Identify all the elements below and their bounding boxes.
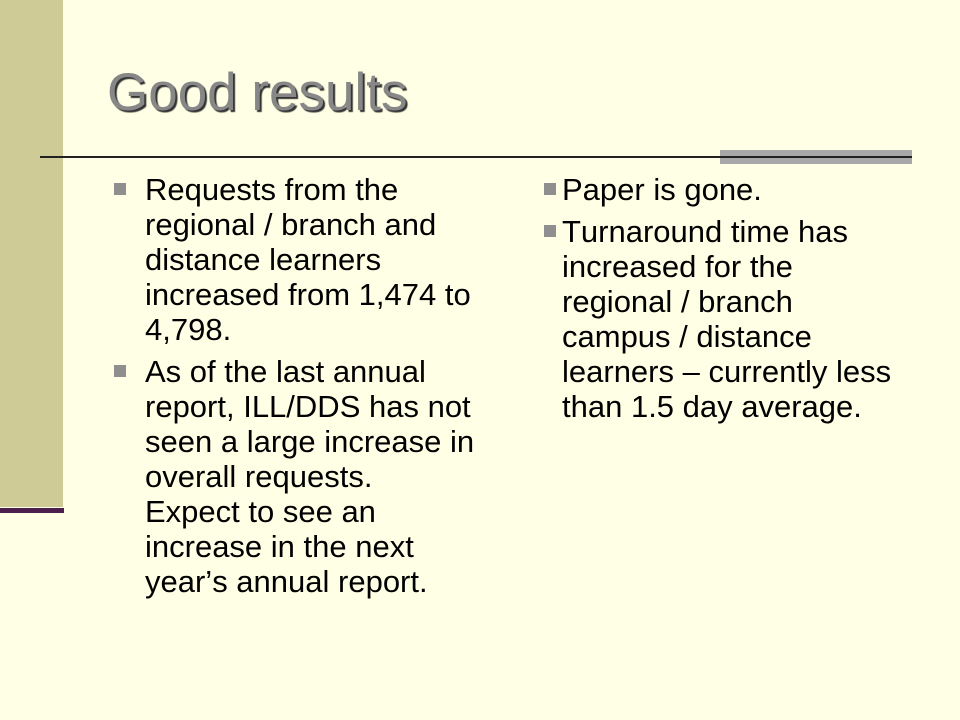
bullet-text: Turnaround time has increased for the regional / branch campus / distance learners – currently less than 1.5 day average. [562, 214, 892, 424]
bullet-item [145, 354, 505, 599]
left-accent-underline [0, 508, 64, 513]
bullet-text: Requests from the regional / branch and distance learners increased from 1,474 to 4,798. [145, 172, 471, 347]
bullet-item [562, 214, 922, 424]
square-bullet-icon [114, 183, 126, 195]
square-bullet-icon [114, 365, 126, 377]
slide-title: Good results [107, 63, 408, 122]
title-underline [40, 156, 912, 158]
bullet-text: Paper is gone. [562, 172, 762, 207]
bullet-item [562, 172, 922, 207]
right-content-placeholder [562, 172, 922, 424]
left-content-placeholder [145, 172, 505, 599]
bullet-item [145, 172, 505, 347]
left-accent-band [0, 0, 63, 507]
square-bullet-icon [544, 183, 556, 195]
square-bullet-icon [544, 225, 556, 237]
bullet-text: As of the last annual report, ILL/DDS has not seen a large increase in overall requests. Expect to see an increase in the next year’s annual report. [145, 354, 475, 599]
